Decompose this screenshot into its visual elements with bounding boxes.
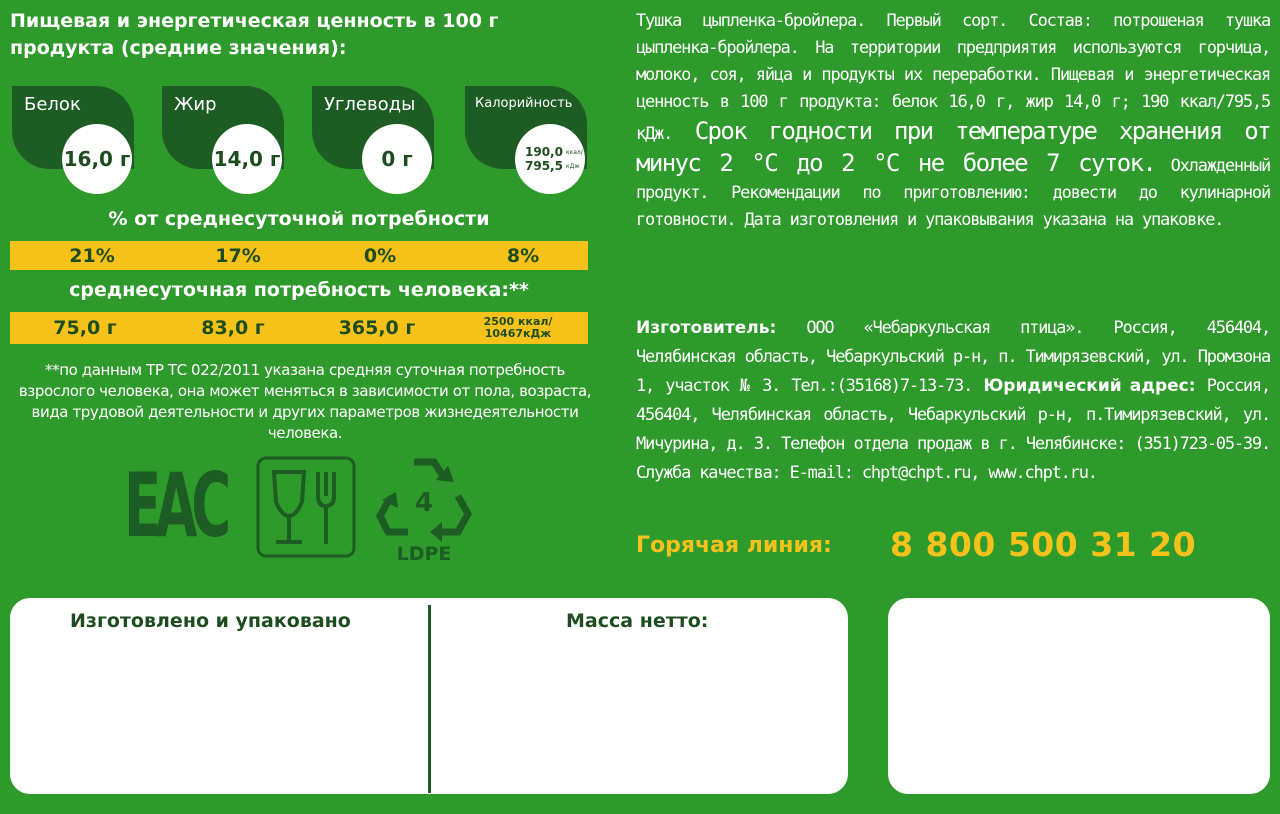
daily-percent-heading: % от среднесуточной потребности [108, 208, 490, 230]
calories-value [515, 124, 585, 194]
description-text-1: Тушка цыпленка-бройлера. Первый сорт. Состав: потрошеная тушка цыпленка-бройлера. На территории предприятия используются горчица, молоко, соя, яйца и продукты их переработки. Пищевая и энергетическая ценность в 100 г продукта: белок 16,0 г, жир 14,0 г; 190 ккал/795,5 кДж. [636, 11, 1270, 144]
carbs-label: Углеводы [324, 94, 416, 115]
daily-percent-calories: 8% [506, 244, 540, 267]
protein-value: 16,0 г [62, 124, 132, 194]
recycle-material: LDPE [396, 543, 452, 565]
footnote: **по данным ТР ТС 022/2011 указана средняя суточная потребность взрослого человека, она может меняться в зависимости от пола, возраста, вида трудовой деятельности и других параметров жизнедеятельности человека. [18, 361, 592, 442]
daily-need-carbs: 365,0 г [338, 317, 416, 339]
manufacturer-info [636, 314, 1270, 488]
daily-percent-carbs: 0% [363, 244, 397, 267]
hotline-label: Горячая линия: [636, 533, 832, 558]
shelf-life-text: Срок годности при температуре хранения от минус 2 °С до 2 °С не более 7 суток. [636, 117, 1270, 177]
calories-unit-kj: кДж [565, 162, 580, 170]
daily-need-kcal: 2500 ккал/ [483, 315, 553, 328]
calories-unit-kcal: ккал/ [565, 148, 583, 156]
calories-kcal: 190,0 [525, 145, 563, 159]
legal-address-text: Россия, 456404, Челябинская область, Чебаркульский р-н, п.Тимирязевский, ул. Мичурина, д. 3. Телефон отдела продаж в г. Челябинске: (351)723-05-39. Служба качества: E-mail: chpt@chpt.ru, www.chpt.ru. [636, 376, 1270, 483]
maker-label: Изготовитель: [636, 318, 777, 338]
fat-label: Жир [174, 94, 217, 115]
produced-label: Изготовлено и упаковано [70, 610, 351, 632]
carbs-value: 0 г [362, 124, 432, 194]
daily-percent-bar [10, 241, 588, 270]
daily-need-fat: 83,0 г [201, 317, 265, 339]
daily-need-calories [448, 316, 588, 340]
calories-label: Калорийность [475, 96, 573, 111]
daily-need-protein: 75,0 г [53, 317, 117, 339]
box-divider [428, 605, 431, 793]
fat-value: 14,0 г [212, 124, 282, 194]
nutrition-title [10, 8, 610, 62]
legal-address-label: Юридический адрес: [983, 376, 1196, 396]
calories-kj: 795,5 [525, 159, 563, 173]
product-description [636, 8, 1270, 234]
recycle-code: 4 [414, 488, 434, 518]
maker-text: ООО «Чебаркульская птица». Россия, 456404, Челябинская область, Чебаркульский р-н, п. Тимирязевский, ул. Промзона 1, участок № 3. Тел.:(35168)7-13-73. [636, 318, 1270, 396]
hotline-number: 8 800 500 31 20 [890, 525, 1197, 564]
daily-percent-protein: 21% [69, 244, 115, 267]
protein-label: Белок [24, 94, 81, 115]
nutrition-title-line1: Пищевая и энергетическая ценность в 100 г [10, 10, 499, 32]
daily-percent-fat: 17% [215, 244, 261, 267]
nutrition-title-line2: продукта (средние значения): [10, 37, 347, 59]
eac-mark: ЕАС [124, 454, 225, 557]
date-box [888, 598, 1270, 794]
daily-need-kj: 10467кДж [484, 327, 552, 340]
glass-fork-icon [256, 456, 356, 558]
net-mass-label: Масса нетто: [566, 610, 709, 632]
description-text-2: Охлажденный продукт. Рекомендации по приготовлению: довести до кулинарной готовности. Дата изготовления и упаковывания указана на упаковке. [636, 156, 1270, 230]
daily-need-bar [10, 312, 588, 344]
daily-need-heading: среднесуточная потребность человека:** [69, 279, 529, 301]
